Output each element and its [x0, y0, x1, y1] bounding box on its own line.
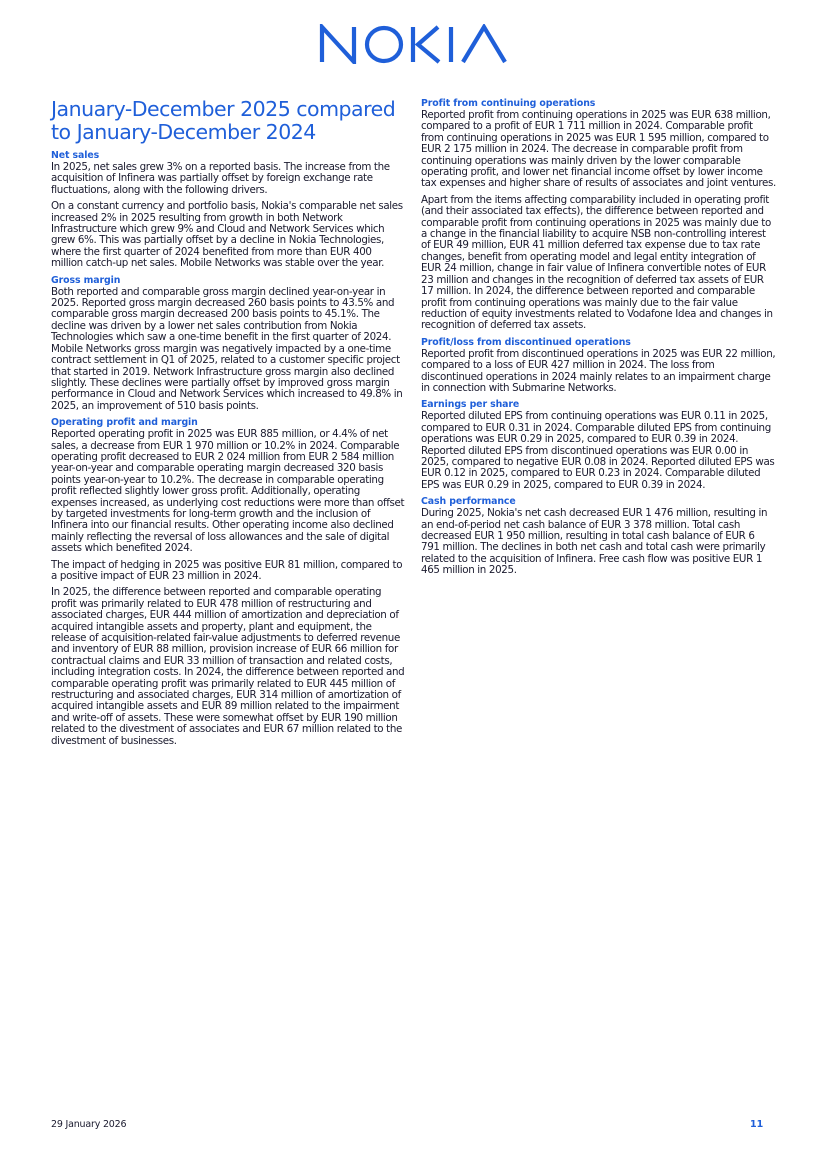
footer-date: 29 January 2026 — [51, 1119, 127, 1130]
nokia-logo — [0, 24, 825, 68]
operating-profit-paragraph-1: Reported operating profit in 2025 was EUR 885 million, or 4.4% of net sales, a decrease from EUR 1 970 million or 10.2% in 2024. Comparable operating profit decreased to EUR 2 024 million from EUR 2 584 million year-on-year and comparable operating margin decreased 320 basis points year-on-year to 10.2%. The decrease in comparable operating profit reflected slightly lower gross profit. Additionally, operating expenses increased, as underlying cost reductions were more than offset by targeted investments for long-term growth and the inclusion of Infinera into our financial results. Other operating income also declined mainly reflecting the reversal of loss allowances and the sale of digital assets which benefited 2024. — [51, 428, 405, 555]
net-sales-heading: Net sales — [51, 150, 100, 161]
page-number: 11 — [750, 1119, 764, 1130]
left-column — [51, 98, 406, 752]
eps-heading: Earnings per share — [421, 399, 520, 411]
right-column — [421, 98, 776, 582]
eps-paragraph: Reported diluted EPS from continuing operations was EUR 0.11 in 2025, compared to EUR 0.31 in 2024. Comparable diluted EPS from continuing operations was EUR 0.29 in 2025, compared to EUR 0.39 in 2024. Reported diluted EPS from discontinued operations was EUR 0.00 in 2025, compared to negative EUR 0.08 in 2024. Reported diluted EPS was EUR 0.12 in 2025, compared to EUR 0.23 in 2024. Comparable diluted EPS was EUR 0.29 in 2025, compared to EUR 0.39 in 2024. — [421, 410, 775, 491]
gross-margin-paragraph: Both reported and comparable gross margin declined year-on-year in 2025. Reported gross margin decreased 260 basis points to 43.5% and comparable gross margin decreased 200 basis points to 45.1%. The decline was driven by a lower net sales contribution from Nokia Technologies which saw a one-time benefit in the first quarter of 2024. Mobile Networks gross margin was negatively impacted by a one-time contract settlement in Q1 of 2025, related to a customer specific project that started in 2019. Network Infrastructure gross margin also declined slightly. These declines were partially offset by improved gross margin performance in Cloud and Network Services which increased to 49.8% in 2025, an improvement of 510 basis points. — [51, 285, 403, 412]
operating-profit-paragraph-3: In 2025, the difference between reported and comparable operating profit was primarily related to EUR 478 million of restructuring and associated charges, EUR 444 million of amortization and depreciation of acquired intangible assets and property, plant and equipment, the release of acquisition-related fair-value adjustments to deferred revenue and inventory of EUR 88 million, provision increase of EUR 66 million for contractual claims and EUR 33 million of transaction and related costs, including integration costs. In 2024, the difference between reported and comparable operating profit was primarily related to EUR 445 million of restructuring and associated charges, EUR 314 million of amortization of acquired intangible assets and EUR 89 million related to the impairment and write-off of assets. These were somewhat offset by EUR 190 million related to the divestment of associates and EUR 67 million related to the divestment of businesses. — [51, 586, 405, 747]
continuing-ops-paragraph-2: Apart from the items affecting comparability included in operating profit (and their associated tax effects), the difference between reported and comparable profit from continuing operations in 2025 was mainly due to a change in the financial liability to acquire NSB non-controlling interest of EUR 49 million, EUR 41 million deferred tax expense due to tax rate changes, benefit from operating model and legal entity integration of EUR 24 million, change in fair value of Infinera convertible notes of EUR 23 million and changes in the recognition of deferred tax assets of EUR 17 million. In 2024, the difference between reported and comparable profit from continuing operations was mainly due to the fair value reduction of equity investments related to Vodafone Idea and changes in recognition of deferred tax assets. — [421, 193, 773, 332]
discontinued-ops-paragraph: Reported profit from discontinued operations in 2025 was EUR 22 million, compared to a loss of EUR 427 million in 2024. The loss from discontinued operations in 2024 mainly relates to an impairment charge in connection with Submarine Networks. — [421, 347, 776, 394]
continuing-ops-heading: Profit from continuing operations — [421, 98, 596, 109]
section-title: January-December 2025 compared to January-December 2024 — [51, 97, 396, 144]
continuing-ops-paragraph-1: Reported profit from continuing operations in 2025 was EUR 638 million, compared to a profit of EUR 1 711 million in 2024. Comparable profit from continuing operations in 2025 was EUR 1 595 million, compared to EUR 2 175 million in 2024. The decrease in comparable profit from continuing operations was mainly driven by the lower comparable operating profit, and lower net financial income offset by lower income tax expenses and higher share of results of associates and joint ventures. — [421, 109, 776, 190]
gross-margin-heading: Gross margin — [51, 274, 121, 286]
net-sales-paragraph-2: On a constant currency and portfolio basis, Nokia's comparable net sales increased 2% in 2025 resulting from growth in both Network Infrastructure which grew 9% and Cloud and Network Services which grew 6%. This was partially offset by a decline in Nokia Technologies, where the first quarter of 2024 benefited from more than EUR 400 million catch-up net sales. Mobile Networks was stable over the year. — [51, 200, 403, 270]
operating-profit-paragraph-2: The impact of hedging in 2025 was positive EUR 81 million, compared to a positive impact of EUR 23 million in 2024. — [51, 558, 403, 582]
cash-performance-heading: Cash performance — [421, 496, 516, 508]
operating-profit-heading: Operating profit and margin — [51, 417, 198, 429]
net-sales-paragraph-1: In 2025, net sales grew 3% on a reported basis. The increase from the acquisition of Infinera was partially offset by foreign exchange rate fluctuations, along with the following drivers. — [51, 161, 390, 196]
discontinued-ops-heading: Profit/loss from discontinued operations — [421, 336, 631, 348]
cash-performance-paragraph: During 2025, Nokia's net cash decreased EUR 1 476 million, resulting in an end-of-period net cash balance of EUR 3 378 million. Total cash decreased EUR 1 950 million, resulting in total cash balance of EUR 6 791 million. The declines in both net cash and total cash were primarily related to the acquisition of Infinera. Free cash flow was positive EUR 1 465 million in 2025. — [421, 507, 768, 577]
